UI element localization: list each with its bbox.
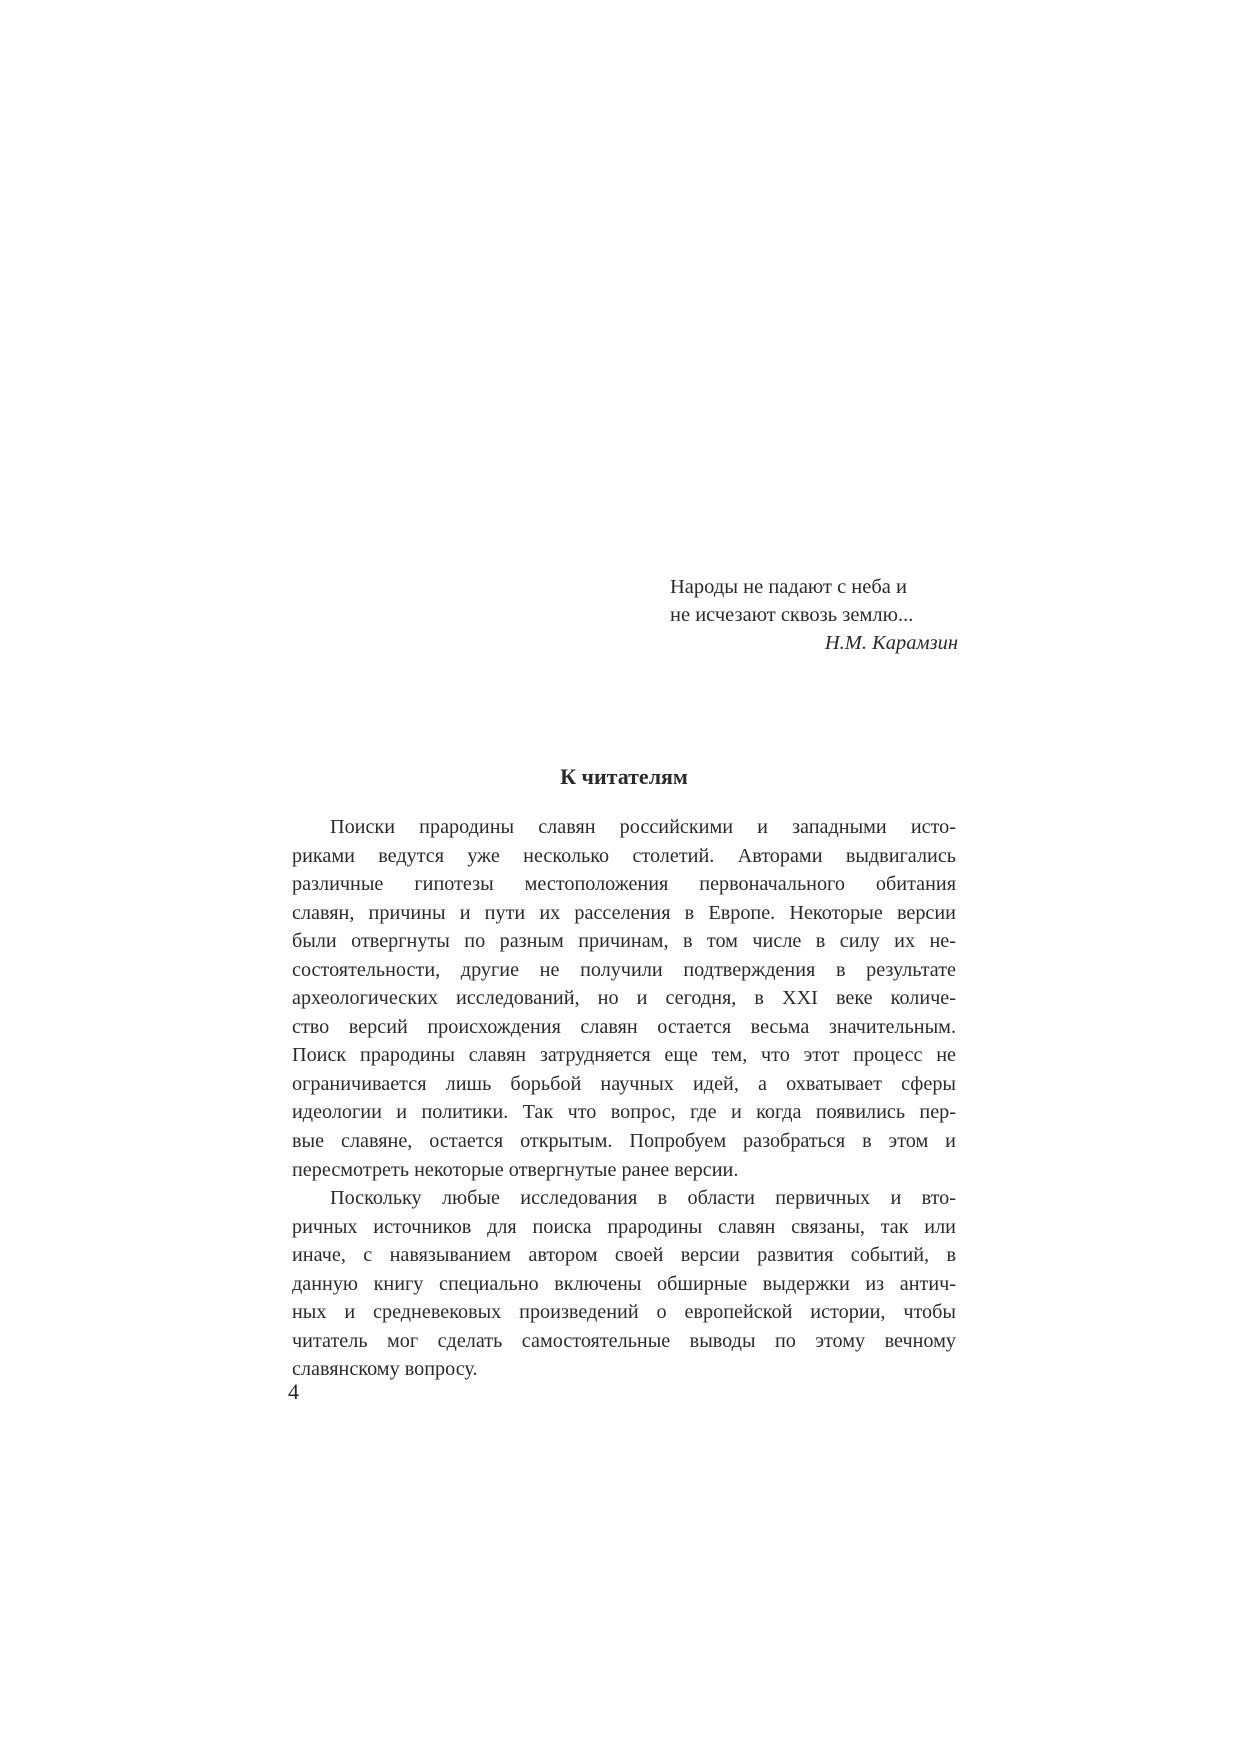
text-line: данную книгу специально включены обширные выдержки из антич- (292, 1272, 956, 1295)
text-line: Поскольку любые исследования в области первичных и вто- (330, 1187, 956, 1210)
text-line: славянскому вопросу. (292, 1358, 478, 1381)
section-heading: К читателям (560, 764, 688, 789)
text-line: славян, причины и пути их расселения в Европе. Некоторые версии (292, 901, 956, 924)
text-line: Поиск прародины славян затрудняется еще тем, что этот процесс не (292, 1044, 956, 1067)
text-line: ство версий происхождения славян остается весьма значительным. (292, 1015, 956, 1038)
text-line: ных и средневековых произведений о европейской истории, чтобы (292, 1301, 956, 1324)
text-line: археологических исследований, но и сегодня, в XXI веке количе- (292, 987, 956, 1010)
text-line: состоятельности, другие не получили подтверждения в результате (292, 958, 956, 981)
text-line: иначе, с навязыванием автором своей версии развития событий, в (292, 1244, 956, 1267)
paragraph-1 (292, 813, 956, 1184)
text-line: риками ведутся уже несколько столетий. Авторами выдвигались (292, 844, 956, 867)
text-line: вые славяне, остается открытым. Попробуем разобраться в этом и (292, 1130, 956, 1153)
epigraph-author: Н.М. Карамзин (824, 632, 958, 654)
epigraph-line: не исчезают сквозь землю... (670, 604, 914, 626)
paragraph-2 (292, 1184, 956, 1384)
text-line: ограничивается лишь борьбой научных идей, а охватывает сферы (292, 1072, 956, 1095)
text-line: были отвергнуты по разным причинам, в том числе в силу их не- (292, 930, 956, 953)
epigraph-line: Народы не падают с неба и (670, 576, 907, 598)
text-line: Поиски прародины славян российскими и западными исто- (330, 816, 956, 838)
page-number: 4 (288, 1379, 299, 1404)
text-line: пересмотреть некоторые отвергнутые ранее версии. (292, 1158, 739, 1181)
text-line: читатель мог сделать самостоятельные выводы по этому вечному (292, 1329, 956, 1352)
body-text (292, 813, 956, 1384)
text-line: идеологии и политики. Так что вопрос, где и когда появились пер- (292, 1101, 956, 1124)
epigraph (670, 573, 958, 657)
text-line: различные гипотезы местоположения первоначального обитания (292, 873, 956, 896)
text-line: ричных источников для поиска прародины славян связаны, так или (292, 1215, 956, 1238)
